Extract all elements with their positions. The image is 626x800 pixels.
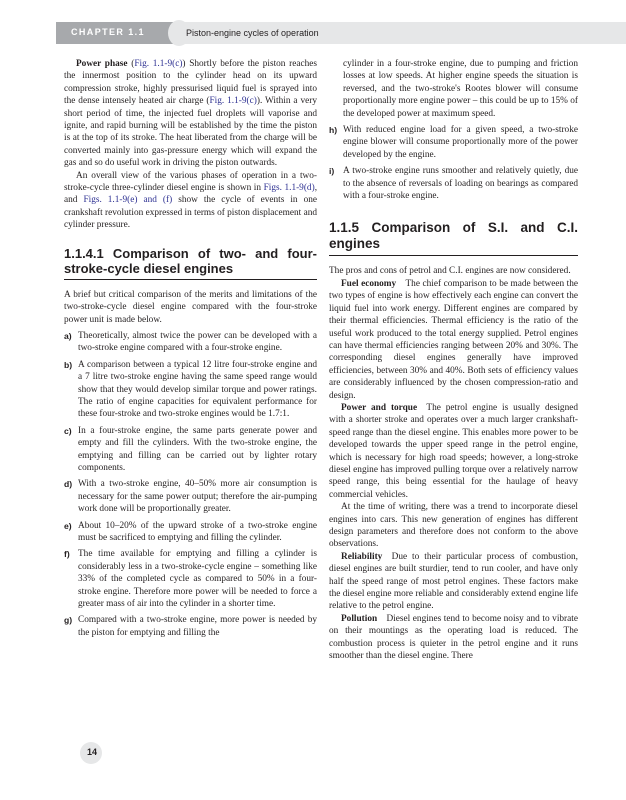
list-item: b) A comparison between a typical 12 litre four-stroke engine and a 7 litre two-stroke engine having the same speed range would show that they would develop similar torque and power ratings. The ratio of engine capacities for equivalent performance for these four-stroke and two-stroke engines would be 1.7:1. [64, 359, 317, 420]
list-marker: h) [329, 125, 338, 136]
figure-ref-link[interactable]: Fig. 1.1-9(c) [209, 96, 257, 107]
list-marker: i) [329, 166, 335, 177]
list-item: cylinder in a four-stroke engine, due to pumping and friction losses at low speeds. At higher engine speeds the situation is reversed, and the two-stroke's Rootes blower will consume proportionally more engine power – this could be up to 15% of the developed power at maximum speed. [343, 59, 578, 119]
overview-paragraph: An overall view of the various phases of operation in a two-stroke-cycle three-cylinder diesel engine is shown in Figs. 1.1-9(d), and Figs. 1.1-9(e) and (f) show the cycle of events in one crankshaft revolution expressed in terms of piston displacement and cylinder pressure. [64, 170, 318, 231]
list-marker: a) [64, 330, 72, 341]
reliability-paragraph: Reliability Due to their particular process of combustion, diesel engines are built sturdier, tend to run cooler, and have only half the speed range of most petrol engines. These factors make the diesel engine more reliable and considerably extend engine life relative to the petrol engine. [329, 551, 578, 612]
list-item: i) A two-stroke engine runs smoother and relatively quietly, due to the absence of reversals of loading on bearings as compared with a four-stroke engine. [329, 166, 578, 202]
comparison-list [64, 330, 317, 639]
chapter-label: CHAPTER 1.1 [71, 27, 145, 37]
list-item: a) Theoretically, almost twice the power can be developed with a two-stroke engine compared with a four-stroke engine. [64, 330, 317, 354]
list-marker: g) [64, 615, 73, 626]
trend-paragraph: At the time of writing, there was a trend to incorporate diesel engines into cars. This new generation of engines has different design parameters and therefore does not conform to the above observations. [329, 502, 578, 550]
si-ci-intro: The pros and cons of petrol and C.I. engines are now considered. [329, 266, 571, 277]
left-column [64, 58, 317, 643]
list-marker: e) [64, 520, 72, 531]
power-torque-runin: Power and torque [341, 402, 418, 413]
comparison-list-continued [329, 58, 578, 202]
fuel-economy-runin: Fuel economy [341, 278, 397, 289]
list-item: c) In a four-stroke engine, the same parts generate power and empty and fill the cylinders. With the two-stroke engine, the emptying and filling can be carried out by lighter rotary components. [64, 425, 317, 473]
figure-ref-link[interactable]: Figs. 1.1-9(e) and (f) [83, 195, 173, 206]
pollution-runin: Pollution [341, 613, 378, 624]
right-column [329, 58, 578, 662]
power-torque-paragraph: Power and torque The petrol engine is usually designed with a shorter stroke and operates over a much larger crankshaft-speed range than the diesel engine. This enables more power to be developed towards the upper speed range in the petrol engine, which is necessary for high road speeds; however, a long-stroke diesel engine has improved pulling torque over a relatively narrow speed range, this being essential for the haulage of heavy commercial vehicles. [329, 402, 578, 500]
list-marker: c) [64, 425, 72, 436]
figure-ref-link[interactable]: Figs. 1.1-9(d) [263, 183, 315, 194]
fuel-economy-paragraph: Fuel economy The chief comparison to be made between the two types of engine is how effectively each engine can convert the liquid fuel into work energy. Different engines are compared by their thermal efficiencies. Thermal efficiency is the ratio of the useful work produced to the total energy supplied. Petrol engines can have thermal efficiencies ranging between 20% and 30%. The corresponding diesel engines generally have improved efficiencies, between 30% and 40%. Both sets of efficiency values are considerably influenced by the chosen compression-ratio and design. [329, 278, 579, 401]
list-item: d) With a two-stroke engine, 40–50% more air consumption is necessary for the same power output; therefore the air-pumping work done will be proportionally greater. [64, 479, 317, 515]
list-item: f) The time available for emptying and filling a cylinder is considerably less in a two-stroke-cycle engine – something like 33% of the completed cycle as compared to 50% in a four-stroke engine. Therefore more power will be needed to force a greater mass of air into the cylinder in a shorter time. [64, 549, 317, 610]
list-item: g) Compared with a two-stroke engine, more power is needed by the piston for emptying and filling the [64, 615, 317, 638]
page-header [0, 0, 626, 44]
power-phase-runin: Power phase [76, 59, 128, 69]
list-marker: f) [64, 549, 70, 560]
comparison-intro: A brief but critical comparison of the merits and limitations of the two-stroke-cycle diesel engine compared with the four-stroke power unit is made below. [64, 289, 317, 325]
list-item: e) About 10–20% of the upward stroke of a two-stroke engine must be sacrificed to emptying and filling the cylinder. [64, 520, 317, 543]
list-marker: d) [64, 479, 73, 490]
section-heading-1-1-5: 1.1.5 Comparison of S.I. and C.I. engines [329, 220, 578, 256]
pollution-paragraph: Pollution Diesel engines tend to become noisy and to vibrate on their mountings as the operating load is reduced. The combustion process is quieter in the petrol engine and it runs smoother than the diesel engine. There [329, 613, 578, 662]
section-heading-1-1-4-1: 1.1.4.1 Comparison of two- and four-stroke-cycle diesel engines [64, 246, 317, 280]
list-marker: b) [64, 359, 73, 370]
reliability-runin: Reliability [341, 551, 383, 562]
list-item: h) With reduced engine load for a given speed, a two-stroke engine blower will consume proportionally more of the power developed by the engine. [329, 125, 578, 160]
running-title: Piston-engine cycles of operation [186, 28, 319, 38]
figure-ref-link[interactable]: Fig. 1.1-9(c) [134, 59, 183, 69]
power-phase-paragraph: Power phase (Fig. 1.1-9(c)) Shortly before the piston reaches the innermost position to the cylinder head on its upward compression stroke, highly pressurised liquid fuel is sprayed into the dense intensely heated air charge (Fig. 1.1-9(c)). Within a very short period of time, the injected fuel droplets will vaporise and ignite, and rapid burning will be established by the time the piston is at the top of its stroke. The heat liberated from the charge will be converted mainly into gas-pressure energy which will expand the gas and so do useful work in driving the piston outwards. [64, 59, 318, 169]
page-number: 14 [87, 747, 98, 757]
